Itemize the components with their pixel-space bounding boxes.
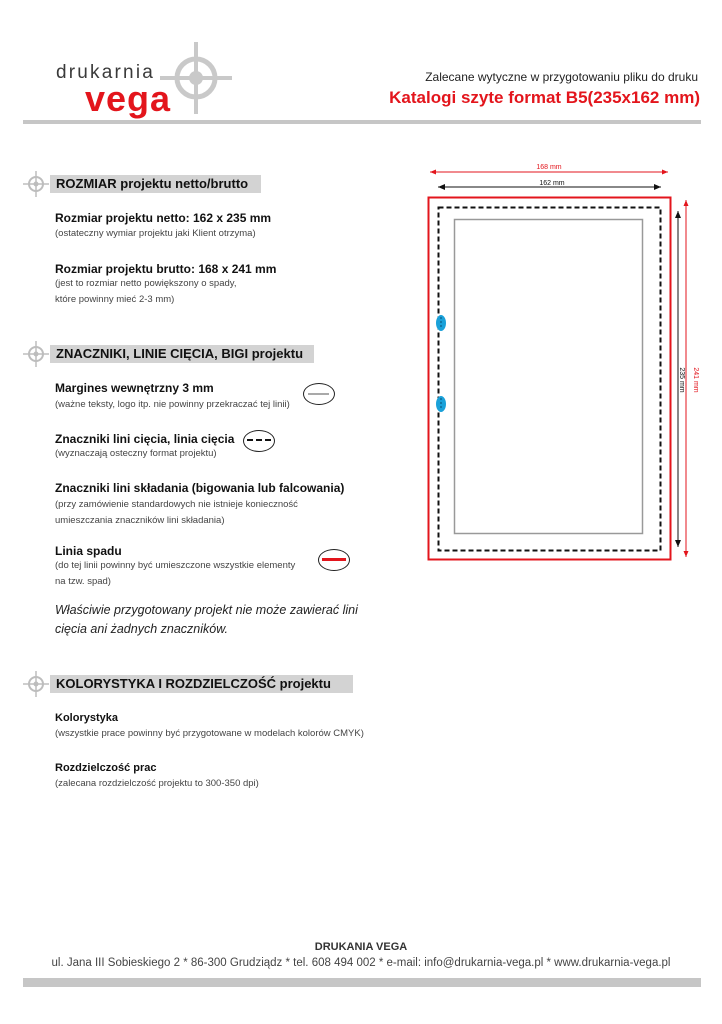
fold-marks-title: Znaczniki lini składania (bigowania lub falcowania) bbox=[55, 481, 345, 495]
arrow-down-icon bbox=[684, 551, 689, 557]
cut-marks-title: Znaczniki lini cięcia, linia cięcia bbox=[55, 432, 235, 446]
section-heading-size: ROZMIAR projektu netto/brutto bbox=[50, 175, 261, 193]
margin-line-legend-icon bbox=[303, 383, 335, 405]
section-crosshair-icon bbox=[23, 671, 49, 697]
bleed-line-note-1: (do tej linii powinny być umieszczone wszystkie elementy bbox=[55, 560, 296, 571]
section-heading-color: KOLORYSTYKA I ROZDZIELCZOŚĆ projektu bbox=[50, 675, 353, 693]
footer-divider bbox=[23, 978, 701, 987]
footer-company: DRUKANIA VEGA bbox=[314, 941, 408, 953]
warning-text-2: cięcia ani żadnych znaczników. bbox=[55, 622, 229, 636]
margin-line bbox=[455, 220, 643, 534]
gross-size-note-1: (jest to rozmiar netto powiększony o spady, bbox=[55, 278, 237, 289]
color-note: (wszystkie prace powinny być przygotowane w modelach kolorów CMYK) bbox=[55, 728, 364, 739]
fold-marks-note-1: (przy zamówienie standardowych nie istnieje konieczność bbox=[55, 499, 298, 510]
warning-text-1: Właściwie przygotowany projekt nie może zawierać lini bbox=[55, 603, 358, 617]
margin-title: Margines wewnętrzny 3 mm bbox=[55, 381, 214, 395]
format-diagram bbox=[418, 160, 708, 580]
gross-size-note-2: które powinny mieć 2-3 mm) bbox=[55, 294, 175, 305]
section-crosshair-icon bbox=[23, 341, 49, 367]
arrow-up-icon bbox=[675, 211, 681, 218]
header-subtitle: Zalecane wytyczne w przygotowaniu pliku do druku bbox=[425, 70, 698, 84]
color-title: Kolorystyka bbox=[55, 712, 118, 724]
net-size-title: Rozmiar projektu netto: 162 x 235 mm bbox=[55, 211, 272, 225]
arrow-right-icon bbox=[654, 184, 661, 190]
resolution-title: Rozdzielczość prac bbox=[55, 762, 157, 774]
bleed-line-note-2: na tzw. spad) bbox=[55, 576, 111, 587]
bleed-line-legend-icon bbox=[318, 549, 350, 571]
header-divider bbox=[23, 120, 701, 124]
logo-text-drukarnia: drukarnia bbox=[56, 62, 156, 83]
net-size-note: (ostateczny wymiar projektu jaki Klient otrzyma) bbox=[55, 228, 256, 239]
arrow-up-icon bbox=[684, 200, 689, 206]
net-height-label: 235 mm bbox=[678, 367, 685, 393]
bleed-line-title: Linia spadu bbox=[55, 544, 122, 558]
arrow-right-icon bbox=[662, 170, 668, 175]
cut-line-legend-icon bbox=[243, 430, 275, 452]
header-title: Katalogi szyte format B5(235x162 mm) bbox=[389, 88, 700, 107]
margin-note: (ważne teksty, logo itp. nie powinny przekraczać tej linii) bbox=[55, 399, 290, 410]
logo-text-vega: vega bbox=[85, 78, 172, 119]
gross-height-label: 241 mm bbox=[692, 367, 699, 393]
cut-marks-note: (wyznaczają osteczny format projektu) bbox=[55, 448, 217, 459]
section-heading-marks: ZNACZNIKI, LINIE CIĘCIA, BIGI projektu bbox=[50, 345, 314, 363]
arrow-left-icon bbox=[438, 184, 445, 190]
arrow-down-icon bbox=[675, 540, 681, 547]
resolution-note: (zalecana rozdzielczość projektu to 300-350 dpi) bbox=[55, 778, 259, 789]
cut-line bbox=[439, 208, 661, 551]
arrow-left-icon bbox=[430, 170, 436, 175]
fold-marks-note-2: umieszczania znaczników lini składania) bbox=[55, 515, 225, 526]
gross-width-label: 168 mm bbox=[536, 164, 562, 171]
bleed-line bbox=[429, 198, 671, 560]
gross-size-title: Rozmiar projektu brutto: 168 x 241 mm bbox=[55, 262, 277, 276]
net-width-label: 162 mm bbox=[539, 180, 565, 187]
section-crosshair-icon bbox=[23, 171, 49, 197]
crosshair-logo-icon bbox=[160, 42, 232, 114]
footer-address: ul. Jana III Sobieskiego 2 * 86-300 Grudziądz * tel. 608 494 002 * e-mail: info@drukarnia-vega.pl * www.drukarnia-vega.pl bbox=[51, 957, 671, 969]
